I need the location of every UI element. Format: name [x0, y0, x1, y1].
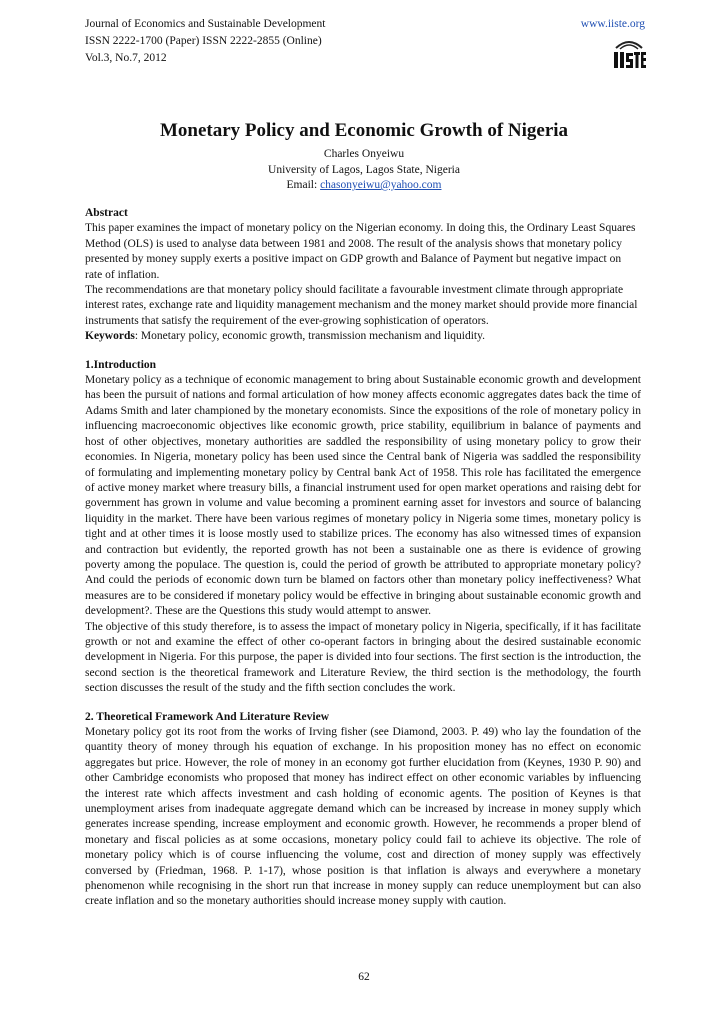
intro-paragraph-2: The objective of this study therefore, is to assess the impact of monetary policy in Nigeria, specifically, if it has facilitate growth or not and examine the effect of other co-operant factors in bringing about the desired sustainable economic development in Nigeria. For this purpose, the paper is divided into four sections. The first section is the introduction, the second section is the theoretical framework and Literature Review, the third section is the methodology, the fourth section discusses the result of the study and the fifth section concludes the work.	[85, 620, 641, 695]
abstract-paragraph-2: The recommendations are that monetary policy should facilitate a favourable investment climate through appropriate interest rates, exchange rate and liquidity management mechanism and the money market should provide more financial instruments that satisfy the requirement of the ever-growing sophistication of operators.	[85, 284, 638, 327]
keywords-line	[85, 329, 641, 344]
section-2-heading: 2. Theoretical Framework And Literature Review	[85, 710, 330, 723]
author-block	[0, 147, 728, 194]
abstract-heading: Abstract	[85, 207, 128, 219]
section-1-heading: 1.Introduction	[85, 358, 157, 371]
volume-line: Vol.3, No.7, 2012	[85, 52, 167, 64]
abstract-paragraph-1: This paper examines the impact of monetary policy on the Nigerian economy. In doing this, the Ordinary Least Squares Method (OLS) is used to analyse data between 1981 and 2008. The result of the analysis shows that monetary policy presented by money supply exerts a positive impact on GDP growth and Balance of Payment but negative impact on rate of inflation.	[85, 222, 636, 281]
journal-url-link[interactable]: www.iiste.org	[580, 18, 645, 30]
author-affiliation: University of Lagos, Lagos State, Nigeria	[268, 163, 460, 176]
keywords-label: Keywords	[85, 330, 135, 343]
author-email-link[interactable]: chasonyeiwu@yahoo.com	[320, 179, 442, 191]
intro-paragraph-1: Monetary policy as a technique of economic management to bring about Sustainable economic growth and development has been the pursuit of nations and formal articulation of how money affects economic aggregates dates back the time of Adams Smith and later championed by the monetary economists. Since the expositions of the role of monetary policy in influencing macroeconomic objectives like economic growth, price stability, equilibrium in balance of payments and host of other objectives, monetary authorities are saddled the responsibility of using monetary policy to grow their economies. In Nigeria, monetary policy has been used since the Central bank of Nigeria was saddled the responsibility of formulating and implementing monetary policy by Central bank Act of 1958. This role has facilitated the emergence of active money market where treasury bills, a financial instrument used for open market operations and raising debt for government has grown in volume and value becoming a prominent earning asset for investors and source of balancing liquidity in the market. There have been various regimes of monetary policy in Nigeria some times, monetary policy is tight and at other times it is loose mostly used to stabilize prices. The economy has also witnessed times of expansion and contraction but evidently, the reported growth has not been a sustainable one as there is evidence of growing poverty among the populace. The question is, could the period of growth be attributed to appropriate monetary policy? And could the periods of economic down turn be blamed on factors other than monetary policy ineffectiveness? What measures are to be considered if monetary policy would be effective in bringing about sustainable economic growth and development?. These are the Questions this study would attempt to answer.	[85, 374, 641, 618]
issn-line: ISSN 2222-1700 (Paper) ISSN 2222-2855 (Online)	[85, 35, 322, 47]
keywords-text: : Monetary policy, economic growth, transmission mechanism and liquidity.	[134, 330, 485, 343]
paper-title: Monetary Policy and Economic Growth of Nigeria	[159, 120, 569, 141]
section-2-paragraph-1: Monetary policy got its root from the works of Irving fisher (see Diamond, 2003. P. 49) who lay the foundation of the quantity theory of money through his equation of exchange. In his proposition money has no effect on economic aggregates but price. However, the role of money in an economy got further elucidation from (Keynes, 1930 P. 90) and other Cambridge economists who proposed that money has indirect effect on other economic variables by influencing the interest rate which affects investment and cash holding of economic agents. The position of Keynes is that unemployment arises from inadequate aggregate demand which can be increased by increase in money supply which generates increase spending, increase employment and economic growth. However, he recommends a proper blend of monetary and fiscal policies as at some occasions, monetary policy could fail to achieve its objective. The role of monetary policy which is of course influencing the volume, cost and direction of money supply was effectively conversed by (Friedman, 1968. P. 1-17), whose position is that inflation is always and everywhere a monetary phenomenon while recognising in the short run that increase in money supply can reduce unemployment but can also create inflation and so the monetary authorities should increase money supply with caution.	[85, 726, 641, 908]
body-text	[85, 206, 641, 910]
email-label: Email:	[286, 179, 321, 191]
iiste-logo	[612, 34, 646, 70]
page-number: 62	[358, 971, 370, 983]
journal-header	[85, 16, 645, 67]
author-name: Charles Onyeiwu	[323, 148, 405, 160]
journal-name: Journal of Economics and Sustainable Development	[85, 18, 326, 30]
author-email-line	[0, 178, 728, 194]
